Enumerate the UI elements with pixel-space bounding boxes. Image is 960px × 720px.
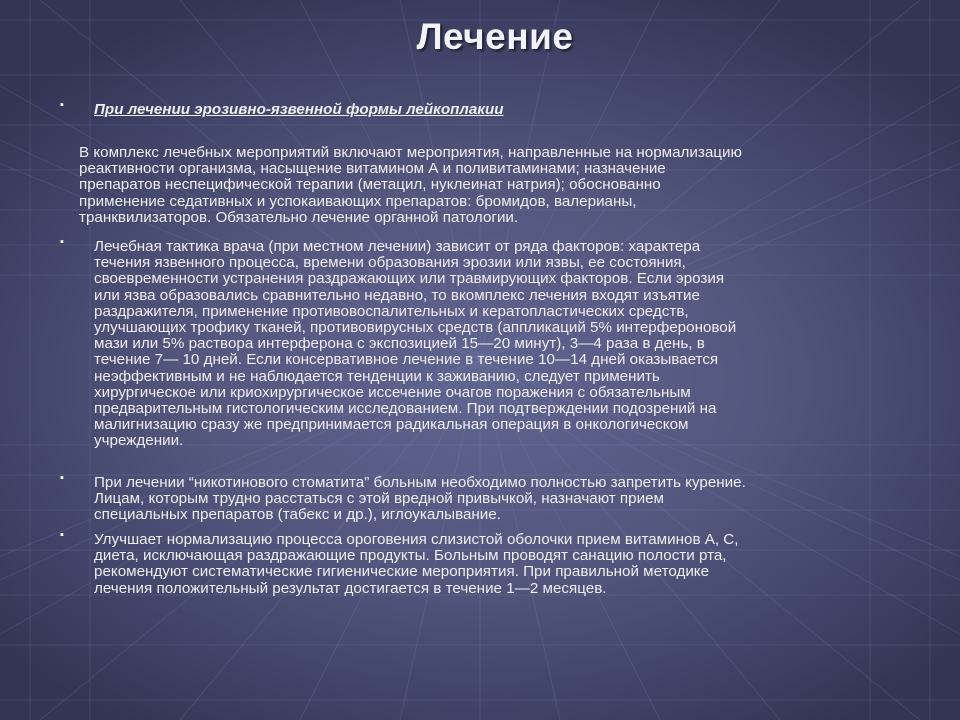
text-line: препаратов неспецифической терапии (метацил, нуклеинат натрия); обоснованно bbox=[79, 176, 661, 194]
bullet-icon: ▪ bbox=[60, 472, 64, 484]
tactics-paragraph bbox=[94, 239, 736, 450]
text-line: предварительным гистологическим исследованием. При подтверждении подозрений на bbox=[94, 400, 717, 418]
bullet-icon: ▪ bbox=[60, 99, 64, 111]
text-line: Улучшает нормализацию процесса ороговения слизистой оболочки прием витаминов А, С, bbox=[94, 531, 739, 548]
text-line: учреждении. bbox=[94, 432, 184, 450]
text-line: При лечении “никотинового стоматита” больным необходимо полностью запретить курение. bbox=[94, 474, 746, 491]
smoking-paragraph bbox=[94, 475, 746, 524]
slide-title: Лечение bbox=[416, 16, 574, 57]
text-line: транквилизаторов. Обязательно лечение органной патологии. bbox=[79, 208, 519, 226]
text-line: реактивности организма, насыщение витамином А и поливитаминами; назначение bbox=[79, 160, 666, 178]
bullet-icon: ▪ bbox=[60, 529, 64, 541]
intro-paragraph bbox=[79, 145, 742, 226]
text-line: диета, исключающая раздражающие продукты. Больным проводят санацию полости рта, bbox=[94, 547, 727, 565]
subheading: При лечении эрозивно-язвенной формы лейкоплакии bbox=[94, 101, 504, 118]
text-line: мази или 5% раствора интерферона с экспозицией 15—20 минут), 3—4 раза в день, в bbox=[94, 335, 705, 353]
text-line: специальных препаратов (табекс и др.), иглоукалывание. bbox=[94, 506, 501, 524]
text-line: течения язвенного процесса, времени образования эрозии или язвы, ее состояния, bbox=[94, 254, 686, 272]
normalization-paragraph bbox=[94, 532, 739, 597]
bullet-icon: ▪ bbox=[60, 236, 64, 248]
text-line: своевременности устранения раздражающих или травмирующих факторов. Если эрозия bbox=[94, 270, 725, 288]
text-line: раздражителя, применение противовоспалительных и кератопластических средств, bbox=[94, 302, 689, 320]
text-line: Лечебная тактика врача (при местном лечении) зависит от ряда факторов: характера bbox=[94, 238, 701, 255]
text-line: малигнизацию сразу же предпринимается радикальная операция в онкологическом bbox=[94, 416, 689, 434]
text-line: применение седативных и успокаивающих препаратов: бромидов, валерианы, bbox=[79, 192, 637, 210]
text-line: улучшающих трофику тканей, противовирусных средств (аппликаций 5% интерфероновой bbox=[94, 319, 737, 337]
text-line: или язва образовались сравнительно недавно, то вкомплекс лечения входят изъятие bbox=[94, 286, 700, 304]
text-line: лечения положительный результат достигается в течение 1—2 месяцев. bbox=[94, 579, 607, 597]
text-line: Лицам, которым трудно расстаться с этой вредной привычкой, назначают прием bbox=[94, 490, 664, 508]
text-line: рекомендуют систематические гигиенические мероприятия. При правильной методике bbox=[94, 563, 710, 581]
text-line: течение 7— 10 дней. Если консервативное лечение в течение 10—14 дней оказывается bbox=[94, 351, 719, 369]
text-line: хирургическое или криохирургическое иссечение очагов поражения с обязательным bbox=[94, 383, 691, 401]
text-line: В комплекс лечебных мероприятий включают мероприятия, направленные на нормализацию bbox=[79, 144, 742, 161]
text-line: неэффективным и не наблюдается тенденции к заживанию, следует применить bbox=[94, 367, 660, 385]
